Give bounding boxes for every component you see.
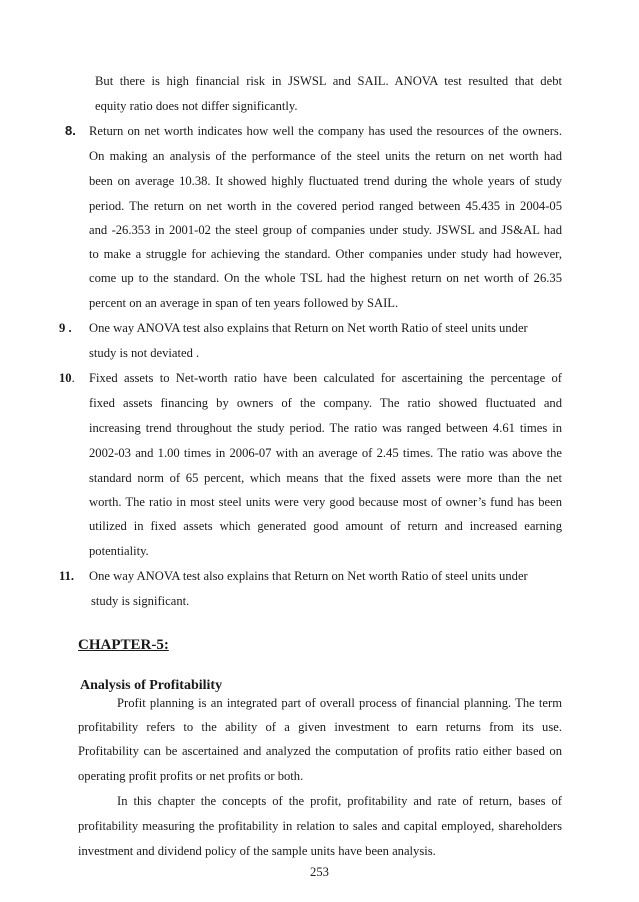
page-number: 253 <box>310 865 329 879</box>
para2-line-2: profitability measuring the profitability in relation to sales and capital employed, shareholders <box>78 819 562 833</box>
item8-line-6: to make a struggle for achieving the standard. Other companies under study had however, <box>89 247 562 261</box>
item11-line-1: One way ANOVA test also explains that Return on Net worth Ratio of steel units under <box>89 569 528 583</box>
item10-line-3: increasing trend throughout the study period. The ratio was ranged between 4.61 times in <box>89 421 562 435</box>
item8-line-2: On making an analysis of the performance of the steel units the return on net worth had <box>89 149 562 163</box>
chapter-heading: CHAPTER-5: <box>78 637 169 653</box>
para1-line-2: profitability refers to the ability of a given investment to earn returns from its use. <box>78 720 562 734</box>
item8-line-7: come up to the standard. On the whole TSL had the highest return on net worth of 26.35 <box>89 271 562 285</box>
item9-line-1: One way ANOVA test also explains that Return on Net worth Ratio of steel units under <box>89 321 528 335</box>
para1-line-3: Profitability can be ascertained and analyzed the computation of profits ratio either based on <box>78 744 562 758</box>
item9-line-2: study is not deviated . <box>89 346 200 360</box>
item8-line-8: percent on an average in span of ten years followed by SAIL. <box>89 296 399 310</box>
item10-line-7: utilized in fixed assets which generated good amount of return and increased earning <box>89 519 562 533</box>
para2-line-1: In this chapter the concepts of the profit, profitability and rate of return, bases of <box>117 794 562 808</box>
item8-line-5: and -26.353 in 2001-02 the steel group of companies under study. JSWSL and JS&AL had <box>89 223 562 237</box>
item7-line-2: equity ratio does not differ significantly. <box>95 99 298 113</box>
item11-line-2: study is significant. <box>91 594 190 608</box>
item11-number: 11. <box>59 569 75 583</box>
item10-line-4: 2002-03 and 1.00 times in 2006-07 with an average of 2.45 times. The ratio was above the <box>89 446 562 460</box>
item10-number-dot: . <box>71 371 75 385</box>
item7-line-1: But there is high financial risk in JSWSL and SAIL. ANOVA test resulted that debt <box>95 74 562 88</box>
item8-number: 8. <box>65 123 76 138</box>
section-heading: Analysis of Profitability <box>80 678 223 693</box>
item8-line-4: period. The return on net worth in the covered period ranged between 45.435 in 2004-05 <box>89 199 562 213</box>
item10-line-2: fixed assets financing by owners of the company. The ratio showed fluctuated and <box>89 396 562 410</box>
item10-line-6: worth. The ratio in most steel units were very good because most of owner’s fund has been <box>89 495 562 509</box>
item10-number-digits: 10 <box>59 371 72 385</box>
para2-line-3: investment and dividend policy of the sample units have been analysis. <box>78 844 436 858</box>
para1-line-1: Profit planning is an integrated part of overall process of financial planning. The term <box>117 696 562 710</box>
item8-line-3: been on average 10.38. It showed highly fluctuated trend during the whole years of study <box>89 174 562 188</box>
para1-line-4: operating profit profits or net profits or both. <box>78 769 304 783</box>
item10-line-5: standard norm of 65 percent, which means that the fixed assets were more than the net <box>89 471 562 485</box>
item10-line-8: potentiality. <box>89 544 149 558</box>
item10-number <box>59 370 75 386</box>
item8-line-1: Return on net worth indicates how well the company has used the resources of the owners. <box>89 124 562 138</box>
item9-number: 9 . <box>59 321 72 335</box>
item10-line-1: Fixed assets to Net-worth ratio have been calculated for ascertaining the percentage of <box>89 371 562 385</box>
